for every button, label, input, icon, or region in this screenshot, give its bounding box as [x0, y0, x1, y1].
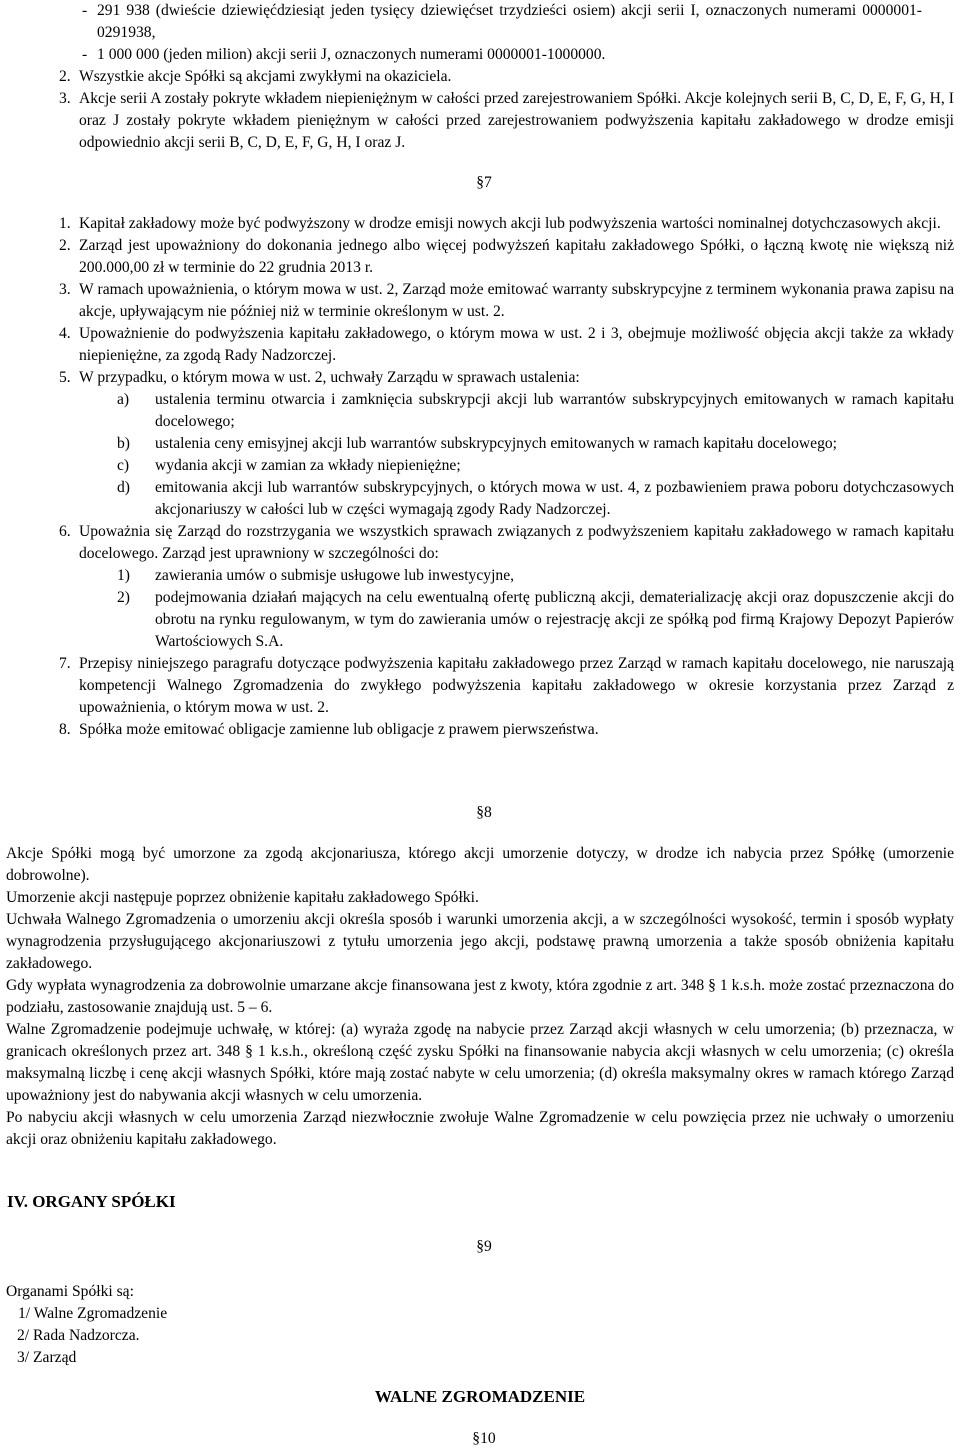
list-marker: 8. [59, 721, 71, 738]
organs-intro: Organami Spółki są: [6, 1283, 134, 1300]
list-marker: 3. [59, 90, 71, 107]
list-item-text: W przypadku, o którym mowa w ust. 2, uchwały Zarządu w sprawach ustalenia: [79, 369, 580, 386]
list-item [0, 88, 960, 154]
section-9-heading: §9 [476, 1238, 492, 1255]
list-marker: 1. [59, 215, 71, 232]
list-item-text: Kapitał zakładowy może być podwyższony w drodze emisji nowych akcji lub podwyższenia wartości nominalnej dotychczasowych akcji. [79, 215, 941, 232]
list-marker: 6. [59, 523, 71, 540]
sub-list-item [0, 433, 960, 455]
list-marker: 7. [59, 655, 71, 672]
section-7-heading: §7 [476, 174, 492, 191]
organ-item: 3/ Zarząd [17, 1349, 77, 1366]
sub-list-item-text: ustalenia ceny emisyjnej akcji lub warrantów subskrypcyjnych emitowanych w ramach kapitału docelowego; [155, 435, 838, 452]
list-item [0, 0, 960, 44]
list-item [0, 367, 960, 389]
sub-list-marker: b) [117, 435, 130, 452]
sub-list-marker: 2) [117, 589, 130, 606]
paragraph: Akcje Spółki mogą być umorzone za zgodą akcjonariusza, którego akcji umorzenie dotyczy, w drodze ich nabycia przez Spółkę (umorzenie dobrowolne). [6, 845, 954, 884]
list-item [0, 521, 960, 565]
list-item [0, 719, 960, 741]
paragraph: Walne Zgromadzenie podejmuje uchwałę, w której: (a) wyraża zgodę na nabycie przez Zarząd akcji własnych w celu umorzenia; (b) przeznacza, w granicach określonych przez art. 348 § 1 k.s.h., określoną część zysku Spółki na finansowanie nabycia akcji własnych w celu umorzenia; (c) określa maksymalną liczbę i cenę akcji własnych Spółki, które mają zostać nabyte w celu umorzenia; (d) określa maksymalny okres w ramach którego Zarząd upoważniony jest do nabywania akcji własnych w celu umorzenia. [6, 1021, 954, 1104]
list-item-text: Zarząd jest upoważniony do dokonania jednego albo więcej podwyższeń kapitału zakładowego Spółki, o łączną kwotę nie większą niż 200.000,00 zł w terminie do 22 grudnia 2013 r. [79, 237, 954, 276]
sub-list-item-text: emitowania akcji lub warrantów subskrypcyjnych, o których mowa w ust. 4, z pozbawieniem prawa poboru dotychczasowych akcjonariuszy w całości lub w części wymagają zgody Rady Nadzorczej. [155, 479, 954, 518]
sub-list-item-text: ustalenia terminu otwarcia i zamknięcia subskrypcji akcji lub warrantów subskrypcyjnych emitowanych w ramach kapitału docelowego; [155, 391, 954, 430]
sub-list-item [0, 455, 960, 477]
section-7-list [0, 213, 960, 741]
section-8-body [0, 843, 960, 1151]
list-item [0, 653, 960, 719]
list-marker: 5. [59, 369, 71, 386]
paragraph: Uchwała Walnego Zgromadzenia o umorzeniu akcji określa sposób i warunki umorzenia akcji, a w szczególności wysokość, termin i sposób wypłaty wynagrodzenia przysługującego akcjonariuszowi z tytułu umorzenia jego akcji, podstawę prawną umorzenia a także sposób obniżenia kapitału zakładowego. [6, 911, 954, 972]
list-item [0, 323, 960, 367]
continued-list [0, 0, 960, 154]
list-marker: 4. [59, 325, 71, 342]
organ-item: 1/ Walne Zgromadzenie [18, 1305, 168, 1322]
sub-list-item-text: podejmowania działań mających na celu ewentualną ofertę publiczną akcji, dematerializację akcji oraz dopuszczenie akcji do obrotu na rynku regulowanym, w tym do zawierania umów o rejestrację akcji ze spółką pod firmą Krajowy Depozyt Papierów Wartościowych S.A. [155, 589, 954, 650]
list-item [0, 44, 960, 66]
general-meeting-heading: WALNE ZGROMADZENIE [374, 1387, 586, 1406]
sub-list-item [0, 477, 960, 521]
list-marker: 2. [59, 237, 71, 254]
list-marker: 2. [59, 68, 71, 85]
organs-list [6, 1281, 167, 1369]
list-item-text: Akcje serii A zostały pokryte wkładem niepieniężnym w całości przed zarejestrowaniem Spółki. Akcje kolejnych serii B, C, D, E, F, G, H, I oraz J zostały pokryte wkładem pieniężnym w całości przed zarejestrowaniem podwyższenia kapitału zakładowego w drodze emisji odpowiednio akcji serii B, C, D, E, F, G, H, I oraz J. [79, 90, 954, 151]
organ-item: 2/ Rada Nadzorcza. [17, 1327, 140, 1344]
list-item-text: W ramach upoważnienia, o którym mowa w ust. 2, Zarząd może emitować warranty subskrypcyjne z terminem wykonania prawa zapisu na akcje, upływającym nie później niż w terminie określonym w ust. 2. [79, 281, 954, 320]
list-item [0, 235, 960, 279]
list-marker: - [82, 46, 88, 63]
sub-list-item [0, 565, 960, 587]
sub-list-marker: 1) [117, 567, 130, 584]
list-item [0, 279, 960, 323]
sub-list-marker: d) [117, 479, 130, 496]
list-item [0, 213, 960, 235]
list-item-text: 1 000 000 (jeden milion) akcji serii J, oznaczonych numerami 0000001-1000000. [97, 46, 606, 63]
paragraph: Umorzenie akcji następuje poprzez obniżenie kapitału zakładowego Spółki. [6, 889, 479, 906]
sub-list-item [0, 389, 960, 433]
sub-list-item [0, 587, 960, 653]
sub-list-marker: a) [117, 391, 130, 408]
list-item-text: Wszystkie akcje Spółki są akcjami zwykłymi na okaziciela. [79, 68, 452, 85]
paragraph: Po nabyciu akcji własnych w celu umorzenia Zarząd niezwłocznie zwołuje Walne Zgromadzenie w celu powzięcia przez nie uchwały o umorzeniu akcji oraz obniżeniu kapitału zakładowego. [6, 1109, 954, 1148]
list-marker: - [82, 2, 88, 19]
list-item-text: Spółka może emitować obligacje zamienne lub obligacje z prawem pierwszeństwa. [79, 721, 599, 738]
list-item-text: 291 938 (dwieście dziewięćdziesiąt jeden tysięcy dziewięćset trzydzieści osiem) akcji serii I, oznaczonych numerami 0000001-0291938, [97, 2, 922, 41]
list-item-text: Upoważnienie do podwyższenia kapitału zakładowego, o którym mowa w ust. 2 i 3, obejmuje możliwość objęcia akcji także za wkłady niepieniężne, za zgodą Rady Nadzorczej. [79, 325, 954, 364]
sub-list-item-text: zawierania umów o submisje usługowe lub inwestycyjne, [155, 567, 515, 584]
list-item [0, 66, 960, 88]
section-10-heading: §10 [472, 1430, 496, 1447]
section-8-heading: §8 [476, 804, 492, 821]
paragraph: Gdy wypłata wynagrodzenia za dobrowolnie umarzane akcje finansowana jest z kwoty, która zgodnie z art. 348 § 1 k.s.h. może zostać przeznaczona do podziału, zastosowanie znajdują ust. 5 – 6. [6, 977, 954, 1016]
list-item-text: Przepisy niniejszego paragrafu dotyczące podwyższenia kapitału zakładowego przez Zarząd w ramach kapitału docelowego, nie naruszają kompetencji Walnego Zgromadzenia do zwykłego podwyższenia kapitału zakładowego w okresie korzystania przez Zarząd z upoważnienia, o którym mowa w ust. 2. [79, 655, 954, 716]
list-marker: 3. [59, 281, 71, 298]
sub-list-item-text: wydania akcji w zamian za wkłady niepieniężne; [155, 457, 461, 474]
list-item-text: Upoważnia się Zarząd do rozstrzygania we wszystkich sprawach związanych z podwyższeniem kapitału zakładowego w ramach kapitału docelowego. Zarząd jest uprawniony w szczególności do: [79, 523, 954, 562]
sub-list-marker: c) [117, 457, 130, 474]
part-heading: IV. ORGANY SPÓŁKI [7, 1192, 176, 1211]
